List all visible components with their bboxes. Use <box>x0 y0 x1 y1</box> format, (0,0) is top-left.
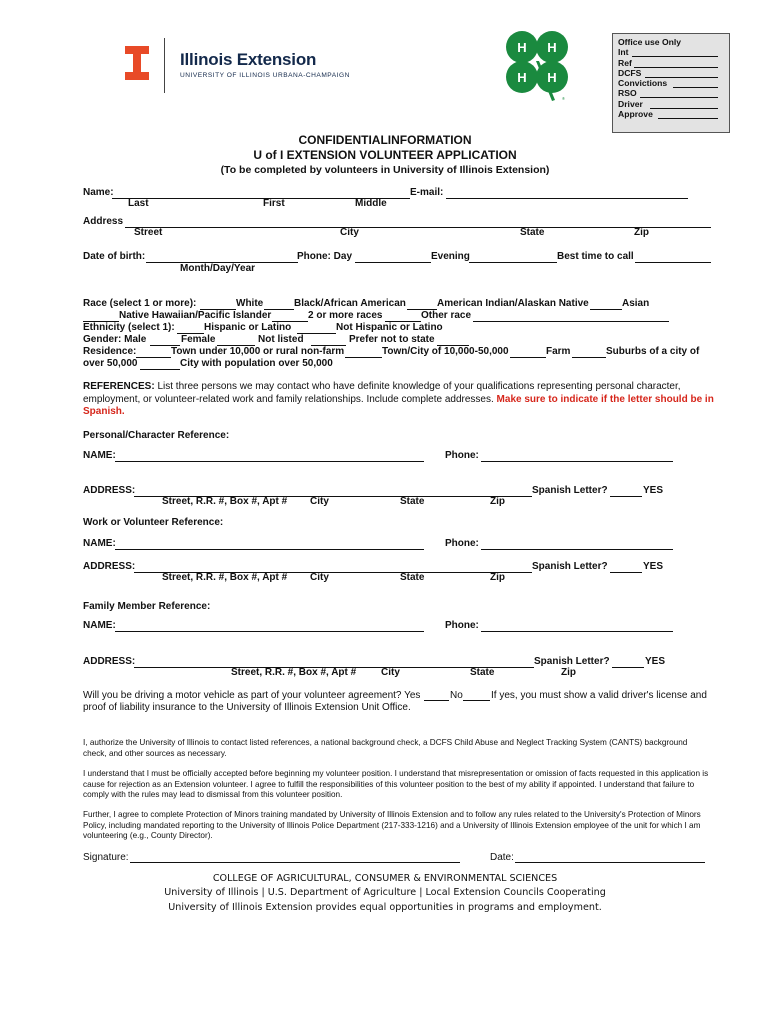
gender-prefer-not: Prefer not to state <box>349 334 435 345</box>
ref3-spanish-label: Spanish Letter? <box>534 656 610 667</box>
svg-text:H: H <box>547 40 557 55</box>
driving-no: No <box>450 690 463 701</box>
driving-line2: proof of liability insurance to the University of Illinois Extension Unit Office. <box>83 702 411 713</box>
res-town-under-input[interactable] <box>136 357 171 358</box>
ref2-address-label: ADDRESS: <box>83 561 136 572</box>
protection-of-minors-paragraph: Further, I agree to complete Protection of Minors training mandated by University of Illinois Extension and to follow any rules related to the University's Protection of Minors Policy, including mandated reporting to the University of Illinois Police Department (217-333-1216) and a University of Illinois Extension employee of the unit for which I am volunteering (e.g., County Director). <box>83 810 701 840</box>
ref1-address-label: ADDRESS: <box>83 485 136 496</box>
ref3-street-hint: Street, R.R. #, Box #, Apt # <box>231 667 357 678</box>
office-approve: Approve <box>618 109 653 120</box>
office-ref: Ref <box>618 57 632 68</box>
ethnicity-label: Ethnicity (select 1): <box>83 322 175 333</box>
svg-text:H: H <box>517 40 527 55</box>
race-white: White <box>236 298 264 309</box>
race-other-input[interactable] <box>473 321 669 322</box>
res-town-under: Town under 10,000 or rural non-farm <box>171 346 345 357</box>
date-label: Date: <box>490 852 514 863</box>
footer-college: COLLEGE OF AGRICULTURAL, CONSUMER & ENVIRONMENTAL SCIENCES <box>212 873 558 884</box>
ref1-city-hint: City <box>310 496 329 507</box>
brand-title: Illinois Extension <box>180 50 317 69</box>
driving-no-input[interactable] <box>463 700 490 701</box>
ref1-street-hint: Street, R.R. #, Box #, Apt # <box>162 496 288 507</box>
email-label: E-mail: <box>410 187 444 198</box>
signature-label: Signature: <box>83 852 129 863</box>
gender-not-listed: Not listed <box>258 334 304 345</box>
ref2-yes: YES <box>643 561 664 572</box>
ref3-phone-label: Phone: <box>445 620 479 631</box>
ref3-name-label: NAME: <box>83 620 116 631</box>
race-label: Race (select 1 or more): <box>83 298 197 309</box>
svg-text:H: H <box>517 70 527 85</box>
ref2-spanish-input[interactable] <box>610 572 642 573</box>
driving-question: Will you be driving a motor vehicle as part of your volunteer agreement? Yes <box>83 690 421 701</box>
ref2-spanish-label: Spanish Letter? <box>532 561 608 572</box>
ref1-phone-label: Phone: <box>445 450 479 461</box>
ref2-name-label: NAME: <box>83 538 116 549</box>
ref1-spanish-input[interactable] <box>610 496 642 497</box>
references-intro-bold: REFERENCES: <box>83 381 155 392</box>
race-native: American Indian/Alaskan Native <box>437 298 589 309</box>
email-input[interactable] <box>446 198 688 199</box>
ref3-zip-hint: Zip <box>561 667 576 678</box>
res-farm-input[interactable] <box>510 357 546 358</box>
gender-label: Gender: Male <box>83 334 147 345</box>
last-hint: Last <box>128 198 149 209</box>
4h-clover-logo <box>500 25 576 103</box>
res-city-over: City with population over 50,000 <box>180 358 333 369</box>
svg-text:®: ® <box>562 96 565 101</box>
race-other: Other race <box>421 310 472 321</box>
authorization-paragraph: I, authorize the University of Illinois to contact listed references, a national background check, a DCFS Child Abuse and Neglect Tracking System (CANTS) background check, and other sources as necessary. <box>83 738 688 758</box>
evening-input[interactable] <box>469 262 557 263</box>
illinois-block-i-logo <box>125 46 149 80</box>
best-time-input[interactable] <box>635 262 711 263</box>
office-convictions: Convictions <box>618 78 668 89</box>
name-label: Name: <box>83 187 114 198</box>
ref2-phone-label: Phone: <box>445 538 479 549</box>
evening-label: Evening <box>431 251 470 262</box>
application-title: U of I EXTENSION VOLUNTEER APPLICATION <box>253 148 517 162</box>
ref3-spanish-input[interactable] <box>612 667 644 668</box>
zip-hint: Zip <box>634 227 649 238</box>
office-dcfs: DCFS <box>618 67 642 78</box>
res-suburbs: Suburbs of a city of <box>606 346 700 357</box>
office-driver: Driver <box>618 98 643 109</box>
ref3-name-input[interactable] <box>115 631 424 632</box>
res-over-50000: over 50,000 <box>83 358 138 369</box>
ref3-yes: YES <box>645 656 666 667</box>
references-intro <box>83 381 723 419</box>
ref3-state-hint: State <box>470 667 495 678</box>
office-rso: RSO <box>618 88 637 99</box>
footer-cooperating: University of Illinois | U.S. Department of Agriculture | Local Extension Councils Cooperating <box>164 887 606 898</box>
ref1-phone-input[interactable] <box>481 461 673 462</box>
res-city-over-input[interactable] <box>140 369 180 370</box>
application-subtitle: (To be completed by volunteers in University of Illinois Extension) <box>220 164 550 176</box>
ref3-phone-input[interactable] <box>481 631 673 632</box>
address-input[interactable] <box>125 227 711 228</box>
race-two: 2 or more races <box>308 310 383 321</box>
confidential-title: CONFIDENTIALINFORMATION <box>298 133 472 147</box>
ref3-address-label: ADDRESS: <box>83 656 136 667</box>
race-asian-input[interactable] <box>590 309 622 310</box>
ref2-phone-input[interactable] <box>481 549 673 550</box>
hispanic: Hispanic or Latino <box>204 322 292 333</box>
best-time-label: Best time to call <box>557 251 634 262</box>
ref3-city-hint: City <box>381 667 400 678</box>
phone-day-input[interactable] <box>355 262 431 263</box>
ref1-name-label: NAME: <box>83 450 116 461</box>
street-hint: Street <box>134 227 163 238</box>
date-input[interactable] <box>515 862 705 863</box>
state-hint: State <box>520 227 545 238</box>
ref2-city-hint: City <box>310 572 329 583</box>
dob-hint: Month/Day/Year <box>180 263 256 274</box>
ref2-zip-hint: Zip <box>490 572 505 583</box>
work-reference-heading: Work or Volunteer Reference: <box>83 517 224 528</box>
understanding-paragraph: I understand that I must be officially accepted before beginning my volunteer position. I understand that misrepresentation or omission of facts requested in this application is cause for rejection as an Extension volunteer. I agree to fulfill the responsibilities of this volunteer position to the best of my ability if appointed. I understand that failure to comply with the rules may lead to dismissal from this volunteer position. <box>83 769 709 799</box>
race-black: Black/African American <box>294 298 406 309</box>
brand-subtitle: UNIVERSITY OF ILLINOIS URBANA-CHAMPAIGN <box>180 72 350 79</box>
ref1-state-hint: State <box>400 496 425 507</box>
race-hawaiian: Native Hawaiian/Pacific Islander <box>119 310 272 321</box>
footer-equal-opportunity: University of Illinois Extension provides equal opportunities in programs and employment. <box>168 902 602 913</box>
references-intro-red: Make sure to indicate if the letter should be in Spanish. <box>83 393 714 417</box>
signature-input[interactable] <box>130 862 460 863</box>
office-use-title: Office use Only <box>618 37 682 47</box>
driving-yes-input[interactable] <box>424 700 449 701</box>
ref2-name-input[interactable] <box>115 549 424 550</box>
residence-label: Residence: <box>83 346 137 357</box>
address-label: Address <box>83 216 124 227</box>
ref2-street-hint: Street, R.R. #, Box #, Apt # <box>162 572 288 583</box>
race-asian: Asian <box>622 298 650 309</box>
driving-if-yes: If yes, you must show a valid driver's license and <box>491 690 707 701</box>
office-use-box <box>612 33 730 133</box>
dob-label: Date of birth: <box>83 251 146 262</box>
office-int: Int <box>618 47 629 58</box>
ref2-state-hint: State <box>400 572 425 583</box>
res-town-city-input[interactable] <box>345 357 382 358</box>
gender-female: Female <box>181 334 216 345</box>
ref1-name-input[interactable] <box>115 461 424 462</box>
svg-text:H: H <box>547 70 557 85</box>
references-intro-text: List three persons we may contact who have definite knowledge of your qualifications representing personal character, employment, or volunteer-related work and family relationships. Include complete addresses. <box>83 381 681 405</box>
not-hispanic: Not Hispanic or Latino <box>336 322 443 333</box>
res-town-city: Town/City of 10,000-50,000 <box>382 346 509 357</box>
personal-reference-heading: Personal/Character Reference: <box>83 430 230 441</box>
city-hint: City <box>340 227 359 238</box>
res-farm: Farm <box>546 346 571 357</box>
phone-day-label: Phone: Day <box>297 251 353 262</box>
middle-hint: Middle <box>355 198 387 209</box>
ref1-yes: YES <box>643 485 664 496</box>
ref1-zip-hint: Zip <box>490 496 505 507</box>
logo-divider <box>164 38 165 93</box>
family-reference-heading: Family Member Reference: <box>83 601 211 612</box>
res-suburbs-input[interactable] <box>572 357 606 358</box>
ref1-spanish-label: Spanish Letter? <box>532 485 608 496</box>
first-hint: First <box>263 198 285 209</box>
